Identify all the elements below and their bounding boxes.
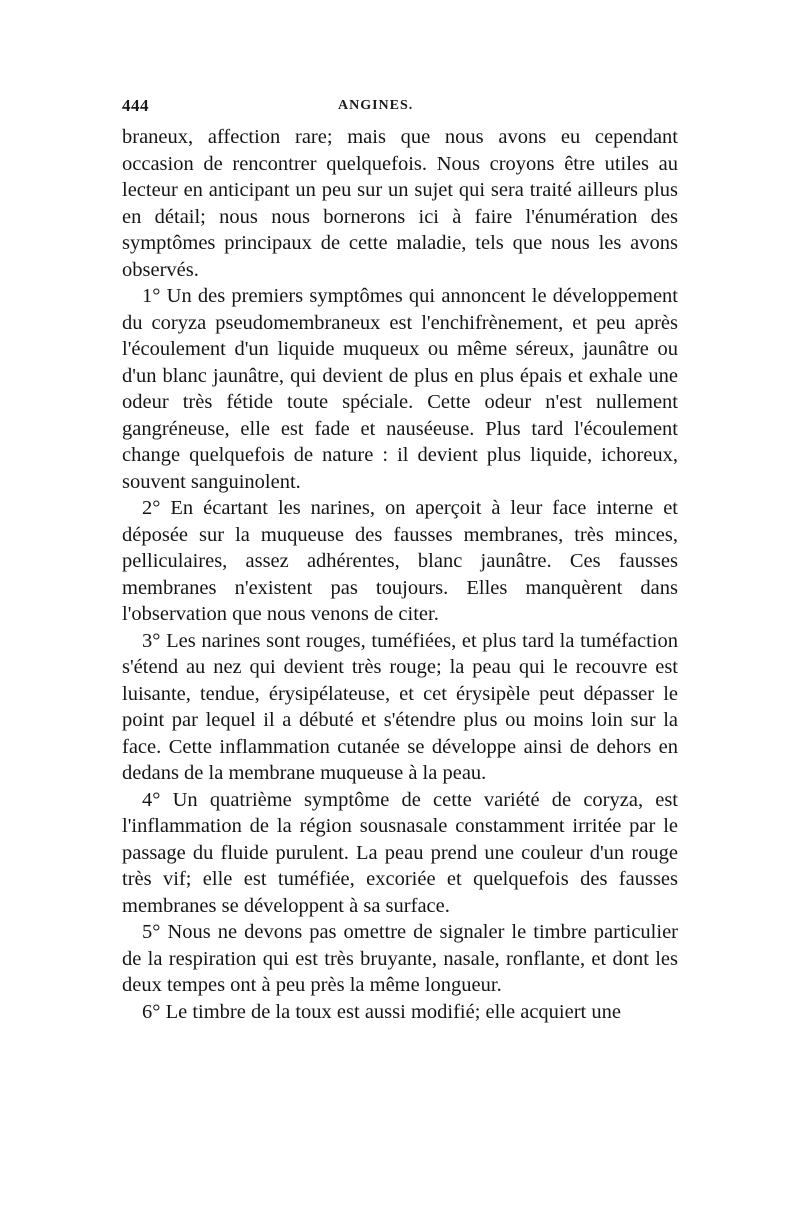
page-number: 444 — [122, 96, 149, 115]
body-text — [122, 124, 678, 1025]
paragraph-continuation: braneux, affection rare; mais que nous avons eu cependant occasion de rencontrer quelquefois. Nous croyons être utiles au lecteur en anticipant un peu sur un sujet qui sera traité ailleurs plus en détail; nous nous bornerons ici à faire l'énumération des symptômes principaux de cette maladie, tels que nous les avons observés. — [122, 126, 678, 281]
paragraph-symptom-5: 5° Nous ne devons pas omettre de signaler le timbre particulier de la respiration qui est très bruyante, nasale, ronflante, et dont les deux tempes ont à peu près la même longueur. — [122, 921, 678, 996]
paragraph-symptom-4: 4° Un quatrième symptôme de cette variété de coryza, est l'inflammation de la région sousnasale constamment irritée par le passage du fluide purulent. La peau prend une couleur d'un rouge très vif; elle est tuméfiée, excoriée et quelquefois des fausses membranes se développent à sa surface. — [122, 788, 678, 917]
paragraph-symptom-1: 1° Un des premiers symptômes qui annoncent le développement du coryza pseudomembraneux est l'enchifrènement, et peu après l'écoulement d'un liquide muqueux ou même séreux, jaunâtre ou d'un blanc jaunâtre, qui devient de plus en plus épais et exhale une odeur très fétide toute spéciale. Cette odeur n'est nullement gangréneuse, elle est fade et nauséeuse. Plus tard l'écoulement change quelquefois de nature : il devient plus liquide, ichoreux, souvent sanguinolent. — [122, 285, 678, 493]
paragraph-symptom-6: 6° Le timbre de la toux est aussi modifié; elle acquiert une — [142, 1000, 621, 1023]
paragraph-symptom-2: 2° En écartant les narines, on aperçoit à leur face interne et déposée sur la muqueuse des fausses membranes, très minces, pelliculaires, assez adhérentes, blanc jaunâtre. Ces fausses membranes n'existent pas toujours. Elles manquèrent dans l'observation que nous venons de citer. — [122, 497, 678, 625]
page-header — [122, 96, 678, 120]
running-title: ANGINES. — [338, 98, 414, 113]
paragraph-symptom-3: 3° Les narines sont rouges, tuméfiées, et plus tard la tuméfaction s'étend au nez qui devient très rouge; la peau qui le recouvre est luisante, tendue, érysipélateuse, et cet érysipèle peut dépasser le point par lequel il a débuté et s'étendre plus ou moins loin sur la face. Cette inflammation cutanée se développe ainsi de dehors en dedans de la membrane muqueuse à la peau. — [122, 629, 678, 784]
